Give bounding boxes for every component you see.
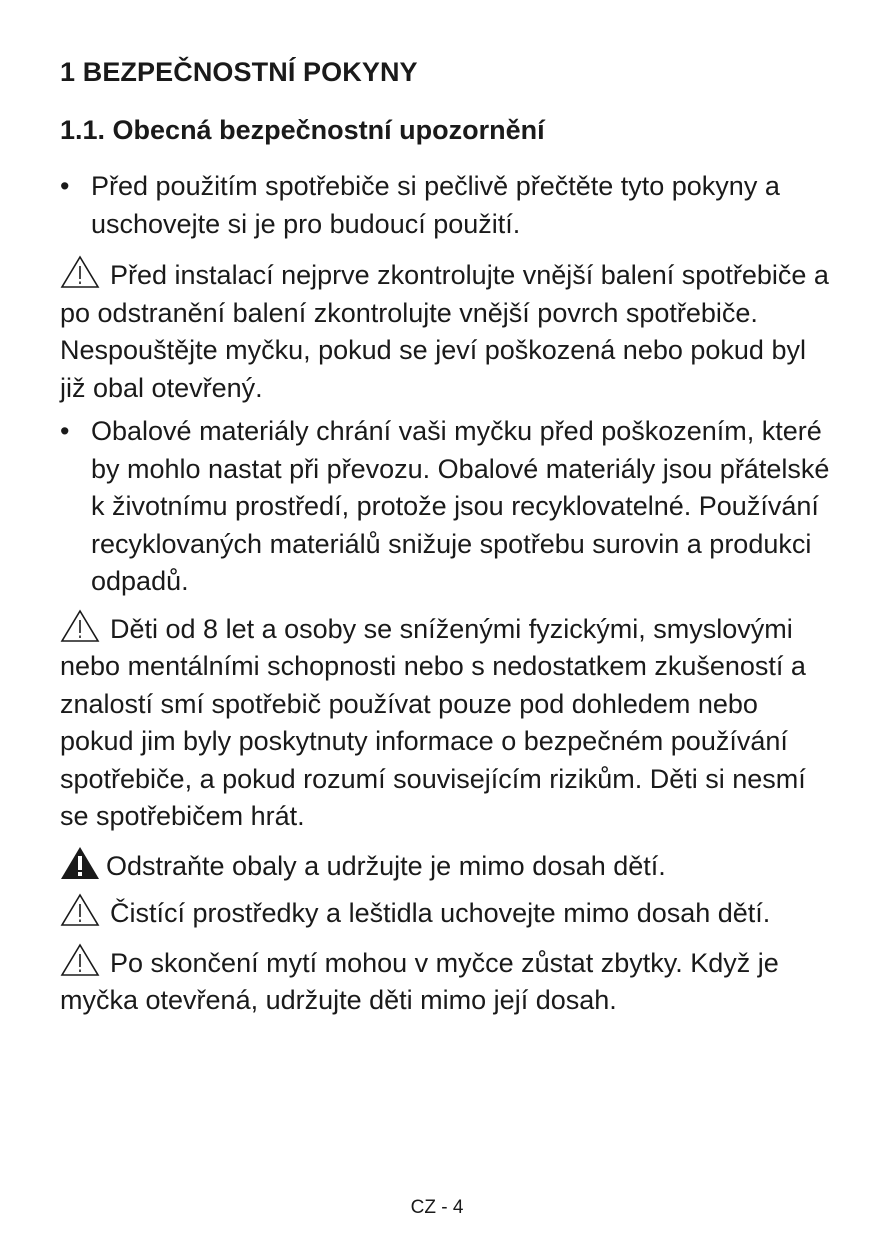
- warning-triangle-outline-icon: [60, 255, 100, 289]
- page-content: [60, 52, 830, 1020]
- warning-paragraph: [60, 943, 830, 1020]
- warning-triangle-filled-icon: [60, 846, 100, 880]
- warning-text: Odstraňte obaly a udržujte je mimo dosah dětí.: [106, 850, 666, 881]
- warning-paragraph: [60, 609, 830, 836]
- warning-paragraph: [60, 846, 830, 886]
- bullet-item: [60, 413, 830, 601]
- bullet-text: Obalové materiály chrání vaši myčku před poškozením, které by mohlo nastat při převozu. Obalové materiály jsou přátelské k životnímu prostředí, protože jsou recyklovatelné. Používání recyklovaných materiálů snižuje spotřebu surovin a produkci odpadů.: [91, 416, 830, 596]
- warning-text: Před instalací nejprve zkontrolujte vnější balení spotřebiče a po odstranění balení zkontrolujte vnější povrch spotřebiče. Nespouštějte myčku, pokud se jeví poškozená nebo pokud byl již obal otevřený.: [60, 260, 829, 403]
- warning-paragraph: [60, 255, 830, 407]
- bullet-marker: •: [60, 171, 70, 201]
- bullet-text: Před použitím spotřebiče si pečlivě přečtěte tyto pokyny a uschovejte si je pro budoucí použití.: [91, 171, 780, 239]
- warning-triangle-outline-icon: [60, 943, 100, 977]
- section-heading: 1 BEZPEČNOSTNÍ POKYNY: [60, 57, 418, 87]
- page-number: CZ - 4: [410, 1197, 464, 1218]
- warning-text: Děti od 8 let a osoby se sníženými fyzickými, smyslovými nebo mentálními schopnosti nebo s nedostatkem zkušeností a znalostí smí spotřebič používat pouze pod dohledem nebo pokud jim byly poskytnuty informace o bezpečném používání spotřebiče, a pokud rozumí souvisejícím rizikům. Děti si nesmí se spotřebičem hrát.: [60, 613, 806, 831]
- subsection-heading: 1.1. Obecná bezpečnostní upozornění: [60, 115, 545, 145]
- warning-triangle-outline-icon: [60, 893, 100, 927]
- bullet-item: [60, 168, 830, 243]
- warning-triangle-outline-icon: [60, 609, 100, 643]
- bullet-marker: •: [60, 416, 70, 446]
- warning-paragraph: [60, 893, 830, 933]
- warning-text: Čistící prostředky a leštidla uchovejte mimo dosah dětí.: [110, 898, 771, 928]
- warning-text: Po skončení mytí mohou v myčce zůstat zbytky. Když je myčka otevřená, udržujte děti mimo její dosah.: [60, 947, 779, 1015]
